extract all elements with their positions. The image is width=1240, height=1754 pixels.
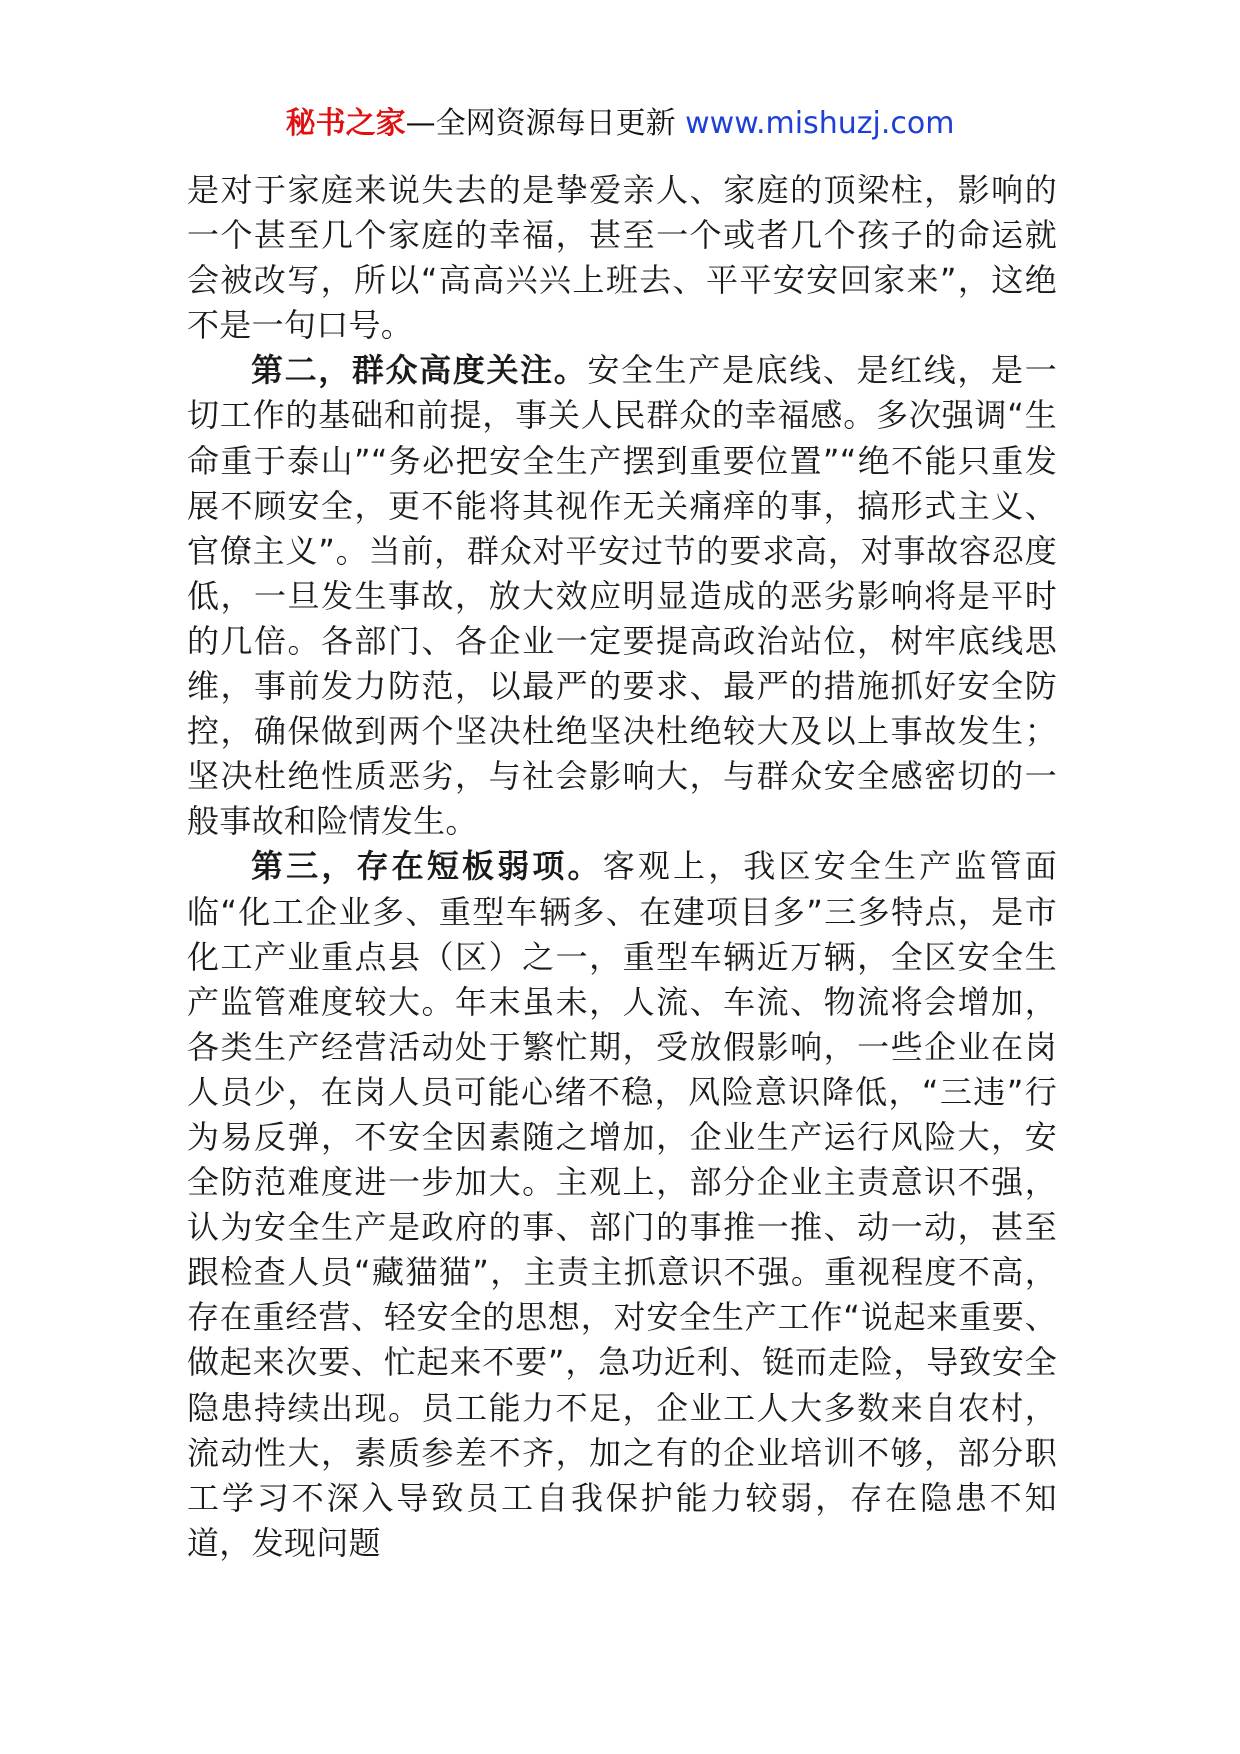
paragraph-continuation — [187, 168, 1057, 348]
paragraph-text: 客观上，我区安全生产监管面临“化工企业多、重型车辆多、在建项目多”三多特点，是市化工产业重点县（区）之一，重型车辆近万辆，全区安全生产监管难度较大。年末虽未，人流、车流、物流将会增加，各类生产经营活动处于繁忙期，受放假影响，一些企业在岗人员少，在岗人员可能心绪不稳，风险意识降低，“三违”行为易反弹，不安全因素随之增加，企业生产运行风险大，安全防范难度进一步加大。主观上，部分企业主责意识不强，认为安全生产是政府的事、部门的事推一推、动一动，甚至跟检查人员“藏猫猫”，主责主抓意识不强。重视程度不高，存在重经营、轻安全的思想，对安全生产工作“说起来重要、做起来次要、忙起来不要”，急功近利、铤而走险，导致安全隐患持续出现。员工能力不足，企业工人大多数来自农村，流动性大，素质参差不齐，加之有的企业培训不够，部分职工学习不深入导致员工自我保护能力较弱，存在隐患不知道，发现问题 — [187, 847, 1057, 1562]
paragraph-text: 安全生产是底线、是红线，是一切工作的基础和前提，事关人民群众的幸福感。多次强调“生命重于泰山”“务必把安全生产摆到重要位置”“绝不能只重发展不顾安全，更不能将其视作无关痛痒的事，搞形式主义、官僚主义”。当前，群众对平安过节的要求高，对事故容忍度低，一旦发生事故，放大效应明显造成的恶劣影响将是平时的几倍。各部门、各企业一定要提高政治站位，树牢底线思维，事前发力防范，以最严的要求、最严的措施抓好安全防控，确保做到两个坚决杜绝坚决杜绝较大及以上事故发生；坚决杜绝性质恶劣，与社会影响大，与群众安全感密切的一般事故和险情发生。 — [187, 351, 1057, 841]
paragraph-text: 是对于家庭来说失去的是挚爱亲人、家庭的顶梁柱，影响的一个甚至几个家庭的幸福，甚至一个或者几个孩子的命运就会被改写，所以“高高兴兴上班去、平平安安回家来”，这绝不是一句口号。 — [187, 171, 1057, 345]
page-header — [0, 102, 1240, 146]
paragraph-second — [187, 348, 1057, 844]
site-url-link[interactable]: www.mishuzj.com — [685, 106, 955, 141]
paragraph-heading: 第二，群众高度关注。 — [251, 351, 588, 390]
site-name: 秘书之家 — [285, 106, 406, 141]
paragraph-heading: 第三，存在短板弱项。 — [251, 847, 603, 886]
document-body — [187, 168, 1057, 1566]
site-tagline: —全网资源每日更新 — [405, 106, 676, 141]
paragraph-third — [187, 844, 1057, 1566]
